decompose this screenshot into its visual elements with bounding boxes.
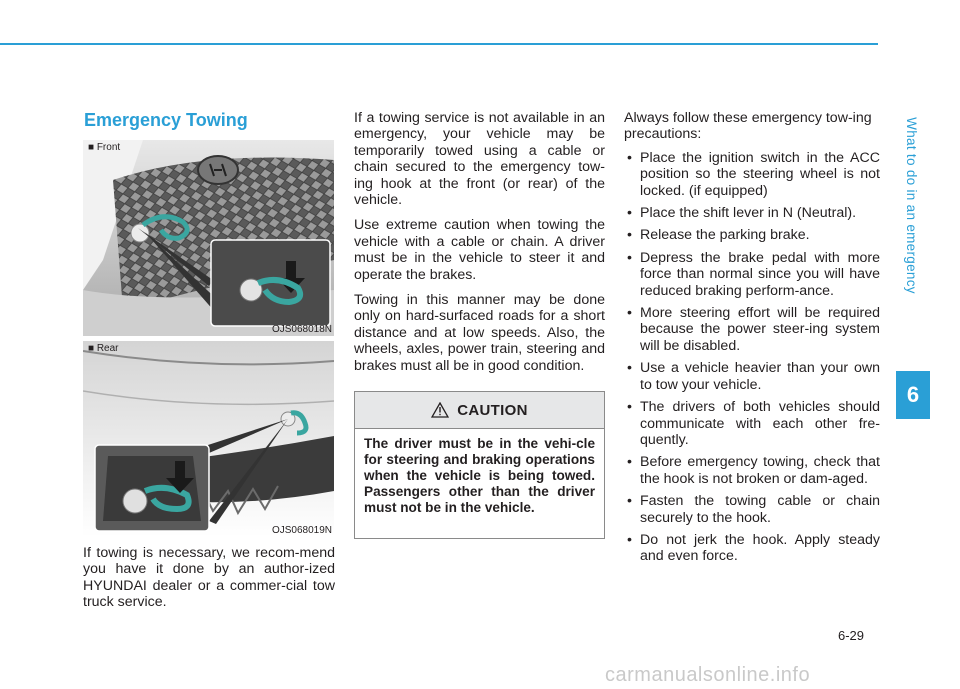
- list-item: • Before emergency towing, check that the hook is not broken or dam-aged.: [624, 454, 880, 487]
- chapter-number: 6: [906, 382, 920, 407]
- rear-bumper-illustration: [83, 341, 334, 537]
- front-tow-hook-figure: [83, 140, 334, 336]
- figure-label-front: ■ Front: [88, 142, 121, 153]
- warning-triangle-icon: [431, 402, 449, 418]
- caution-text: The driver must be in the vehi-cle for steering and braking operations when the vehicle is being towed. Passengers other than the driver must not be in the vehicle.: [364, 436, 595, 515]
- caution-title: CAUTION: [457, 401, 528, 419]
- list-item: • Fasten the towing cable or chain securely to the hook.: [624, 493, 880, 526]
- paragraph-towing-service: If a towing service is not available in an emergency, your vehicle may be temporarily towed using a cable or chain secured to the emergency tow-ing hook at the front (or rear) of the vehicle.: [354, 110, 605, 209]
- caution-header: [355, 392, 604, 429]
- paragraph-road-conditions: Towing in this manner may be done only on hard-surfaced roads for a short distance and at low speeds. Also, the wheels, axles, power train, steering and brakes must all be in good condition.: [354, 292, 605, 374]
- list-item: • Depress the brake pedal with more force than normal since you will have reduced braking perform-ance.: [624, 250, 880, 299]
- chapter-side-tab: [898, 40, 924, 370]
- list-item: • Use a vehicle heavier than your own to tow your vehicle.: [624, 360, 880, 393]
- front-bumper-illustration: [83, 140, 334, 336]
- figure-code-rear: OJS068019N: [271, 525, 332, 536]
- rear-tow-hook-figure: [83, 341, 334, 537]
- precautions-intro: Always follow these emergency tow-ing precautions:: [624, 110, 872, 143]
- figure-label-rear: ■ Rear: [88, 343, 119, 354]
- caution-box: [354, 391, 605, 539]
- towing-intro-paragraph: If towing is necessary, we recom-mend you have it done by an author-ized HYUNDAI dealer or a commer-cial tow truck service.: [83, 545, 335, 611]
- precautions-list: [624, 150, 880, 565]
- chapter-number-box: [896, 371, 930, 419]
- list-item: • Release the parking brake.: [624, 227, 880, 243]
- section-title: Emergency Towing: [84, 110, 248, 130]
- page-number: 6-29: [838, 628, 865, 643]
- header-rule: [0, 43, 878, 45]
- precautions-column: [624, 110, 880, 571]
- watermark: carmanualsonline.info: [605, 664, 811, 686]
- list-item: • The drivers of both vehicles should communicate with each other fre-quently.: [624, 399, 880, 448]
- list-item: • More steering effort will be required because the power steer-ing system will be disabled.: [624, 305, 880, 354]
- chapter-side-title: What to do in an emergency: [903, 116, 919, 294]
- list-item: • Do not jerk the hook. Apply steady and even force.: [624, 532, 880, 565]
- list-item: • Place the ignition switch in the ACC position so the steering wheel is not locked. (if equipped): [624, 150, 880, 199]
- middle-column: [354, 110, 605, 383]
- paragraph-caution-towing: Use extreme caution when towing the vehicle with a cable or chain. A driver must be in the vehicle to steer it and operate the brakes.: [354, 217, 605, 283]
- figure-code-front: OJS068018N: [271, 324, 332, 335]
- list-item: • Place the shift lever in N (Neutral).: [624, 205, 880, 221]
